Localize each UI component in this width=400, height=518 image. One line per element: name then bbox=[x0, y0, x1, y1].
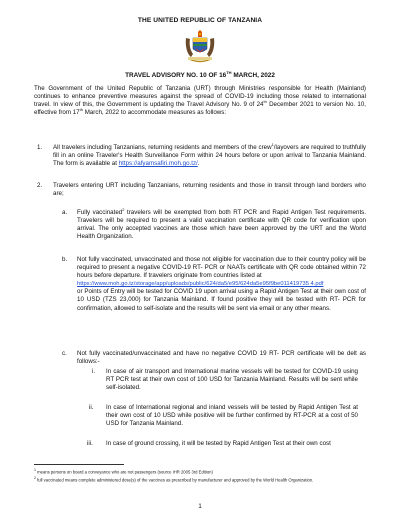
footnote-2: $^2$ full vaccinated means complete administered dose(s) of the vaccines as prescribed by manufacturer and approved by the World Health Organization. bbox=[34, 476, 314, 483]
item-2c-i-num: i. bbox=[92, 368, 96, 375]
footnote-divider bbox=[34, 464, 124, 465]
coat-of-arms-emblem bbox=[182, 30, 218, 64]
item-2c-letter: c. bbox=[62, 350, 67, 357]
footnote-1: $^1$ means persons on board a conveyance who are not passengers (source IHR 2005 3rd Edition) bbox=[34, 468, 213, 475]
country-heading: THE UNITED REPUBLIC OF TANZANIA bbox=[137, 17, 263, 24]
item-2a-text: Fully vaccinated$^2$ travelers will be exempted from both RT PCR and Rapid Antigen Test requirements. Travelers will be required to present a valid vaccination certificate with QR code for verification upon arrival. The only accepted vaccines are those which have been approved by the URT and the World Health Organization. bbox=[77, 206, 366, 241]
item-2c-iii-text: In case of ground crossing, it will be tested by Rapid Antigen Test at their own cost bbox=[106, 440, 331, 447]
item-1-number: 1. bbox=[37, 144, 43, 151]
item-2b-letter: b. bbox=[62, 256, 68, 263]
country-list-link[interactable]: https://www.moh.go.tz/storage/app/uploads/public/624/da5/e95/624da5e95f9be011419735 4.pdf bbox=[77, 281, 324, 288]
intro-paragraph: The Government of the United Republic of Tanzania (URT) through Ministries responsible for Health (Mainland) continues to enhance preventive measures against the spread of COVID-19 including those related to international travel. In view of this, the Government is updating the Travel Advisory No. 9 of 24th December 2021 to version No. 10, effective from 17th March, 2022 to accommodate measures as follows: bbox=[34, 85, 366, 117]
item-2-text: Travelers entering URT including Tanzanians, returning residents and those in transit through land borders who are; bbox=[53, 182, 366, 198]
item-1-text: All travelers including Tanzanians, returning residents and members of the crew$^1$/layovers are required to truthfully fill in an online Traveler's Health Surveillance Form within 24 hours before or upon arrival to Tanzania Mainland. The form is available at https://afyamsafiri.moh.go.tz/. bbox=[53, 141, 367, 168]
item-2a-letter: a. bbox=[62, 209, 68, 216]
item-2c-ii-text: In case of International regional and inland vessels will be tested by Rapid Antigen Test at their own cost of 10 USD while positive will be further confirmed by RT-PCR at a cost of 50 USD for Tanzania Mainland. bbox=[106, 404, 358, 428]
item-2-number: 2. bbox=[37, 182, 43, 189]
advisory-title: TRAVEL ADVISORY NO. 10 OF 16TH MARCH, 2022 bbox=[125, 70, 275, 80]
item-2c-iii-num: iii. bbox=[87, 440, 93, 447]
page-number: 1 bbox=[198, 503, 202, 510]
item-2c-i-text: In case of air transport and International marine vessels will be tested for COVID-19 using RT PCR test at their own cost of 100 USD for Tanzania Mainland. Results will be sent while self-isolated. bbox=[106, 368, 358, 392]
item-2c-text: Not fully vaccinated/unvaccinated and have no negative COVID 19 RT- PCR certificate will be delt as follows:- bbox=[77, 350, 366, 366]
health-form-link[interactable]: https://afyamsafiri.moh.go.tz/ bbox=[118, 160, 198, 168]
item-2b-text: Not fully vaccinated, unvaccinated and those not eligible for vaccination due to their country policy will be required to present a negative COVID-19 RT- PCR or NAATs certificate with QR code obtained within 72 hours before departure. If travelers originate from countries listed at https://www.moh.go.tz/storage/app/uploads/public/624/da5/e95/624da5e95f9be011419735 4.pdf or Points of Entry will be tested for COVID 19 upon arrival using a Rapid Antigen Test at their own cost of 10 USD (TZS 23,000) for Tanzania Mainland. If found positive they will be tested with RT- PCR for confirmation, allowed to self-isolate and the results will be sent via email or any other means. bbox=[77, 256, 366, 312]
item-2c-ii-num: ii. bbox=[89, 404, 94, 411]
